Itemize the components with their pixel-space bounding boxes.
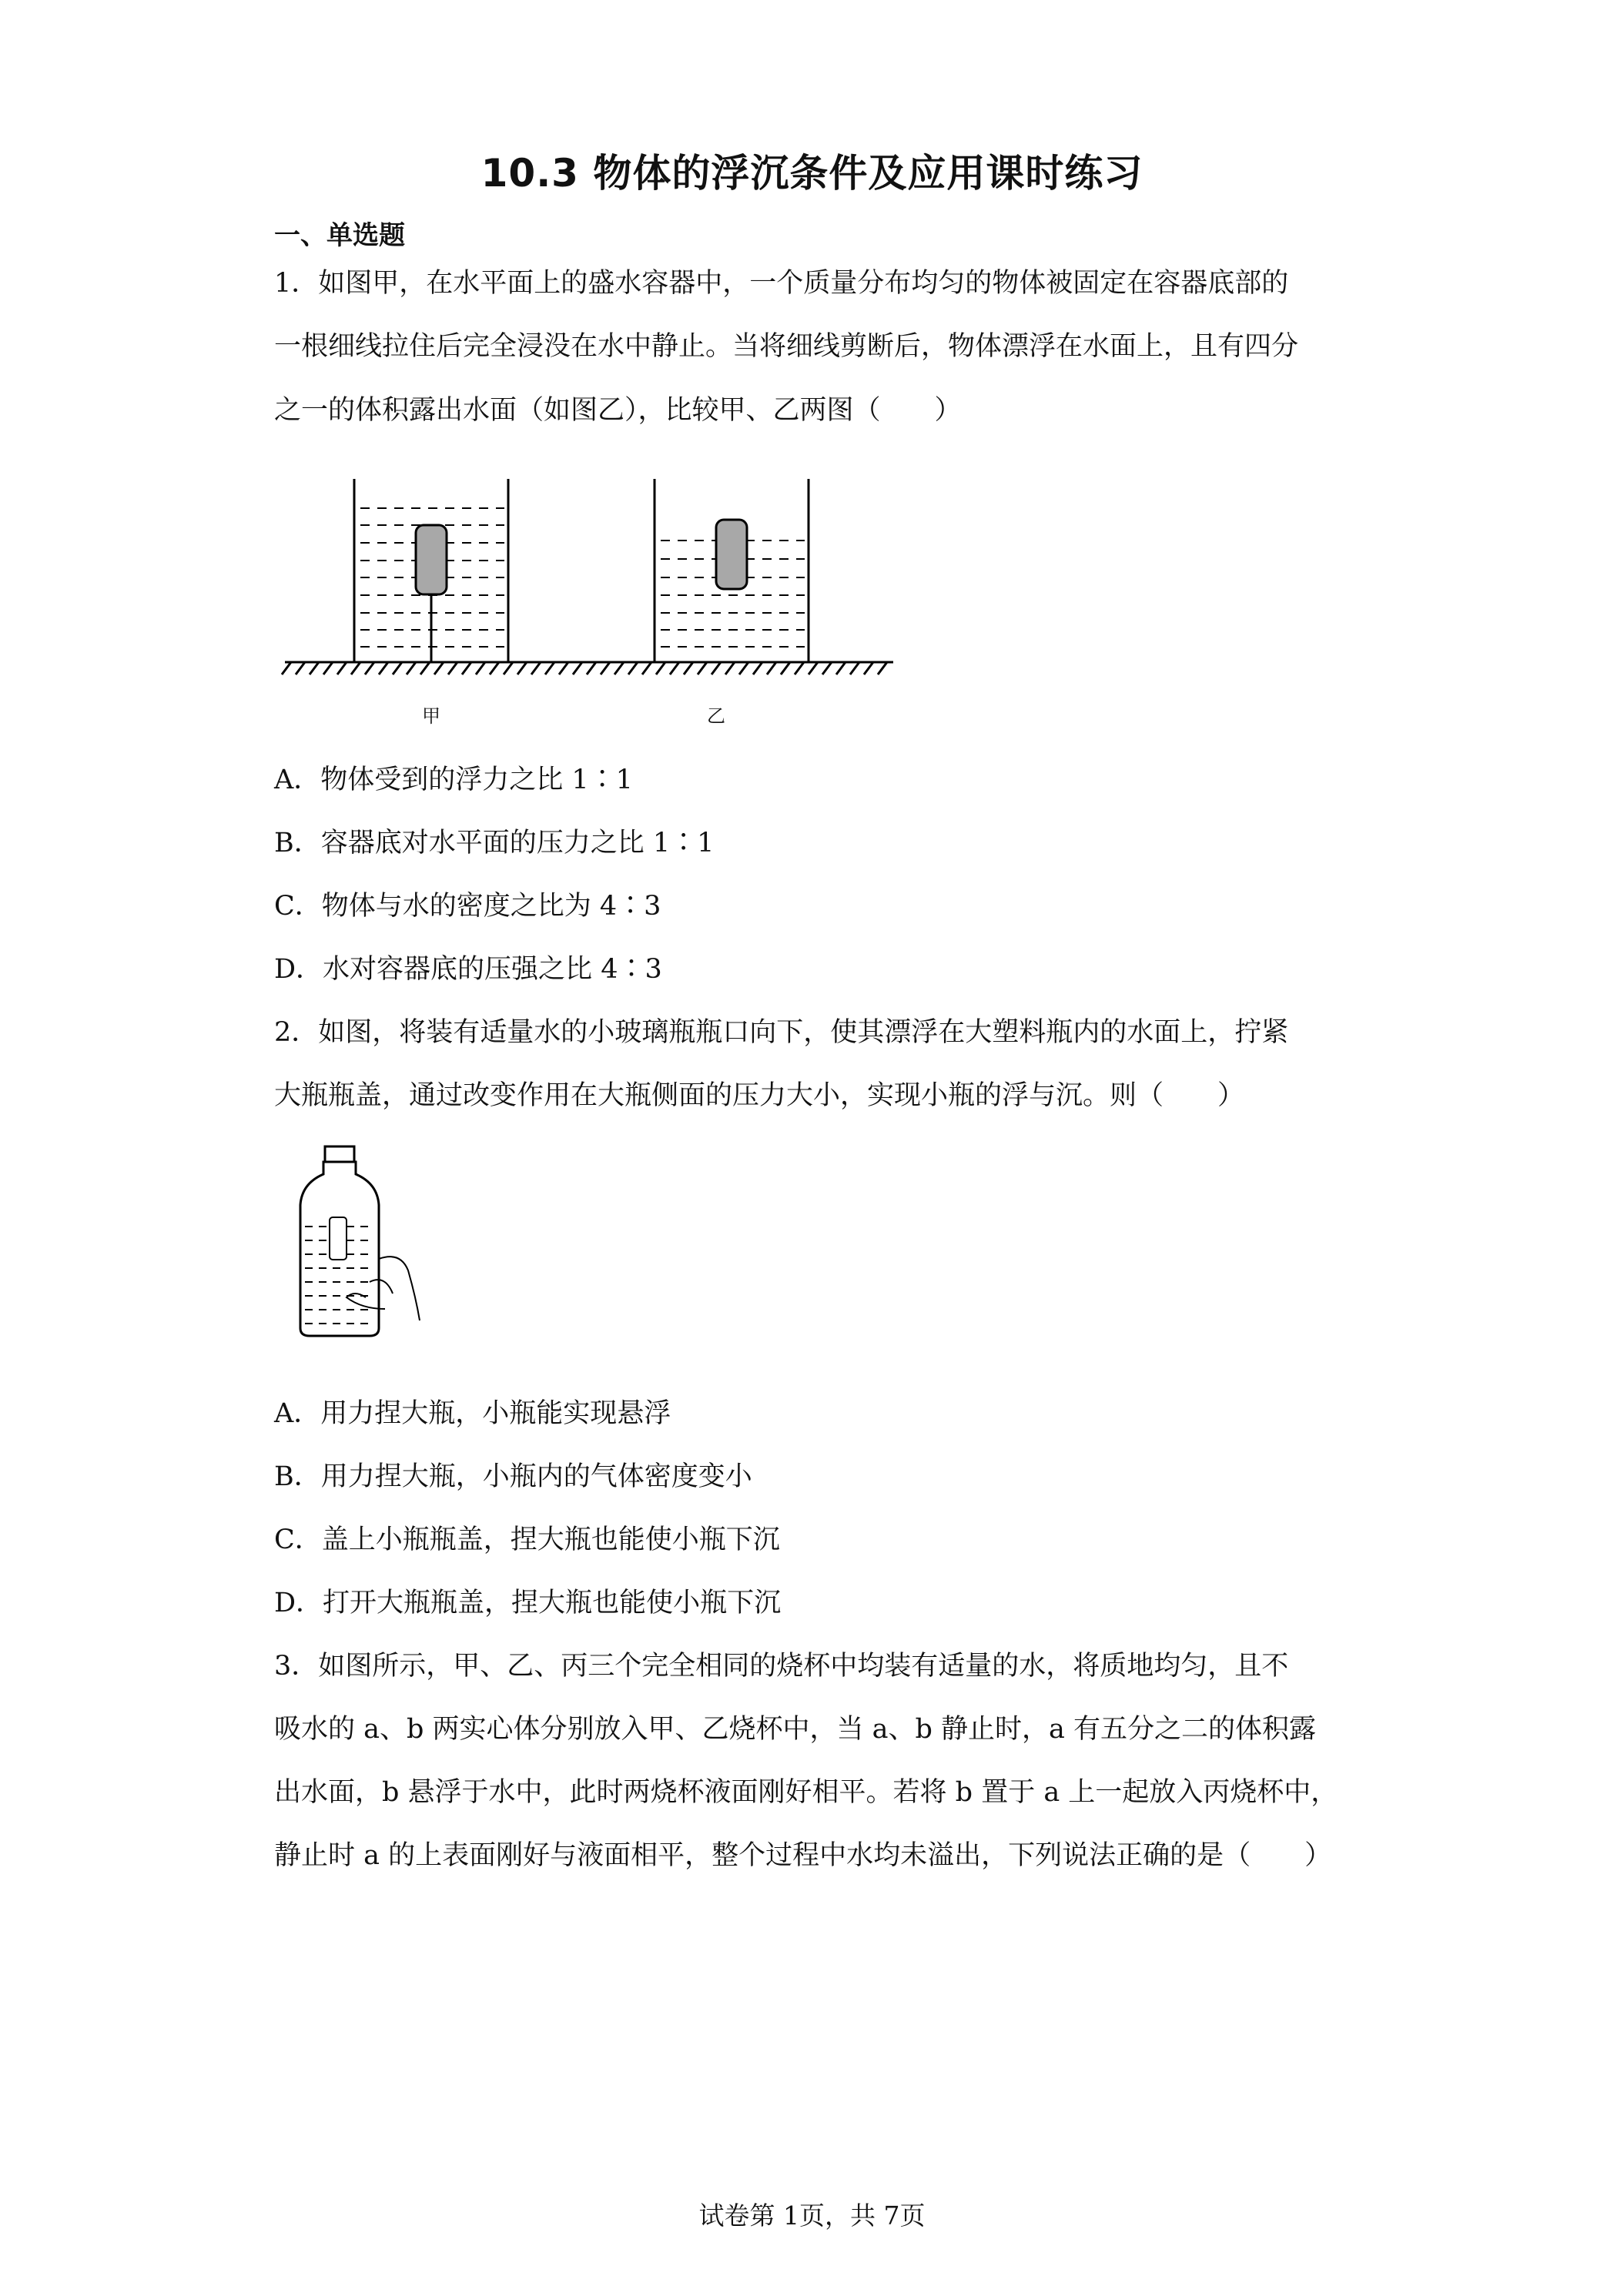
q1-line-3: 之一的体积露出水面（如图乙），比较甲、乙两图（ ）	[274, 395, 962, 426]
q2-line-1: 2．如图，将装有适量水的小玻璃瓶瓶口向下，使其漂浮在大塑料瓶内的水面上，拧紧	[274, 1017, 1289, 1048]
q3-line-2: 吸水的 a、b 两实心体分别放入甲、乙烧杯中，当 a、b 静止时，a 有五分之二的体积露	[274, 1714, 1317, 1745]
q3-line-1: 3．如图所示，甲、乙、丙三个完全相同的烧杯中均装有适量的水，将质地均匀，且不	[274, 1651, 1289, 1682]
q1-option-c: C．物体与水的密度之比为 4∶3	[274, 891, 661, 922]
page-title: 10.3 物体的浮沉条件及应用课时练习	[481, 151, 1143, 196]
section-heading: 一、单选题	[274, 220, 405, 251]
page-footer: 试卷第 1页，共 7页	[698, 2201, 926, 2231]
q1-option-b: B．容器底对水平面的压力之比 1∶1	[274, 828, 715, 858]
q2-bottle-figure	[293, 1143, 431, 1344]
q1-line-1: 1．如图甲，在水平面上的盛水容器中，一个质量分布均匀的物体被固定在容器底部的	[274, 268, 1289, 299]
q3-line-3: 出水面，b 悬浮于水中，此时两烧杯液面刚好相平。若将 b 置于 a 上一起放入丙烧杯中，	[274, 1777, 1338, 1808]
q2-option-b: B．用力捏大瓶，小瓶内的气体密度变小	[274, 1461, 752, 1492]
q1-option-a: A．物体受到的浮力之比 1∶1	[274, 765, 633, 795]
q1-figure-label-yi: 乙	[707, 705, 725, 727]
q2-line-2: 大瓶瓶盖，通过改变作用在大瓶侧面的压力大小，实现小瓶的浮与沉。则（ ）	[274, 1080, 1245, 1111]
q3-line-4: 静止时 a 的上表面刚好与液面相平，整个过程中水均未溢出，下列说法正确的是（ ）	[274, 1840, 1332, 1871]
q2-option-d: D．打开大瓶瓶盖，捏大瓶也能使小瓶下沉	[274, 1588, 782, 1618]
q1-figure	[277, 470, 909, 701]
q1-option-d: D．水对容器底的压强之比 4∶3	[274, 954, 662, 985]
q2-option-c: C．盖上小瓶瓶盖，捏大瓶也能使小瓶下沉	[274, 1525, 780, 1555]
q2-option-a: A．用力捏大瓶，小瓶能实现悬浮	[274, 1398, 671, 1429]
q1-line-2: 一根细线拉住后完全浸没在水中静止。当将细线剪断后，物体漂浮在水面上，且有四分	[274, 331, 1299, 362]
q1-figure-label-jia: 甲	[422, 705, 440, 727]
